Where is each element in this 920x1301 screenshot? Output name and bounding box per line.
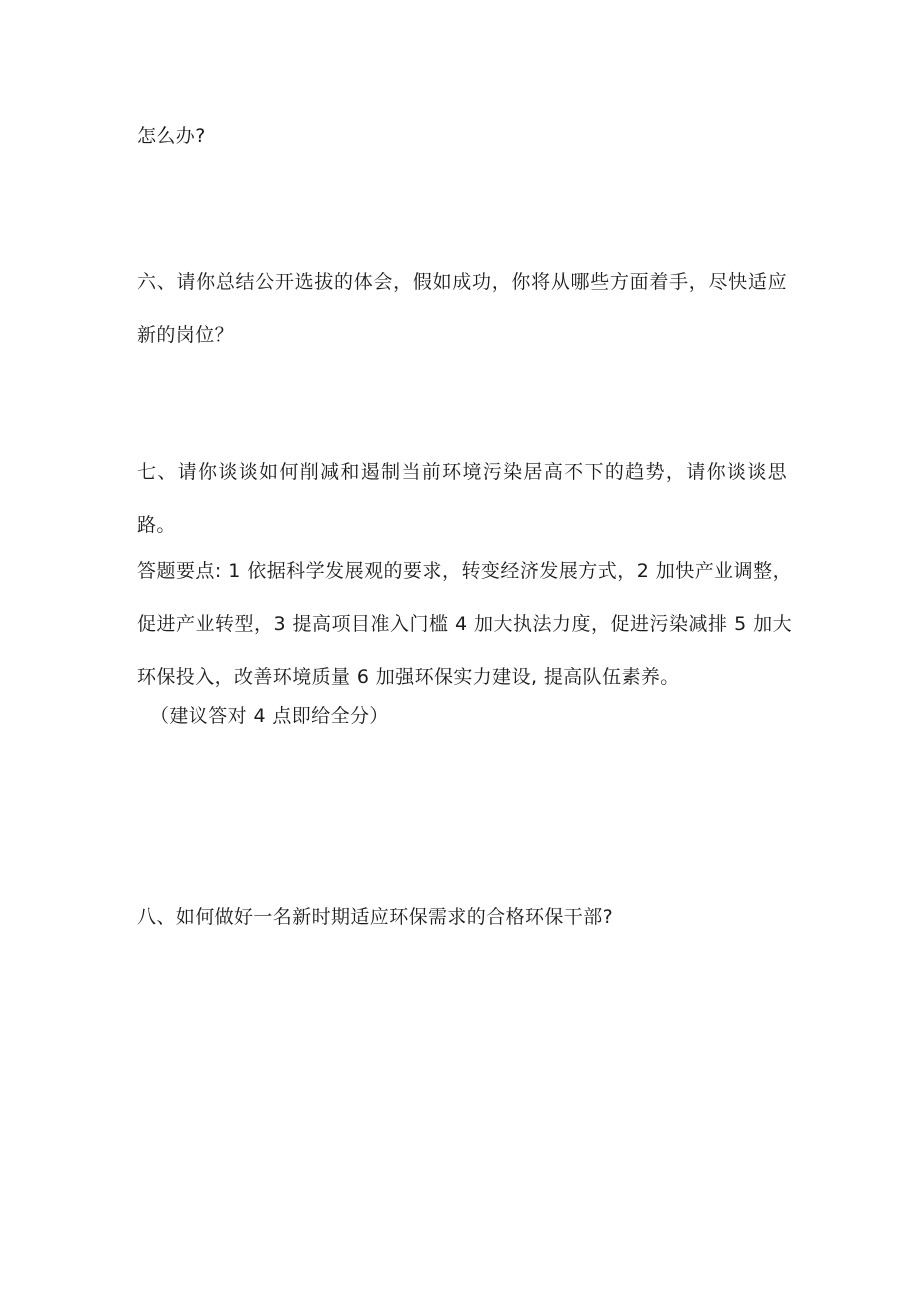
answer-key-points: 答题要点: 1 依据科学发展观的要求，转变经济发展方式，2 加快产业调整，促进产业转型，3 提高项目准入门槛 4 加大执法力度，促进污染减排 5 加大环保投入，改善环境质量 6 加强环保实力建设, 提高队伍素养。 xyxy=(137,560,792,688)
question-6: 六、请你总结公开选拔的体会，假如成功，你将从哪些方面着手，尽快适应新的岗位？ xyxy=(137,271,787,346)
question-8: 八、如何做好一名新时期适应环保需求的合格环保干部? xyxy=(137,906,614,928)
question-5-continuation: 怎么办? xyxy=(137,125,206,147)
scoring-note: （建议答对 4 点即给全分） xyxy=(150,705,389,727)
question-7: 七、请你谈谈如何削减和遏制当前环境污染居高不下的趋势，请你谈谈思路。 xyxy=(137,461,787,536)
